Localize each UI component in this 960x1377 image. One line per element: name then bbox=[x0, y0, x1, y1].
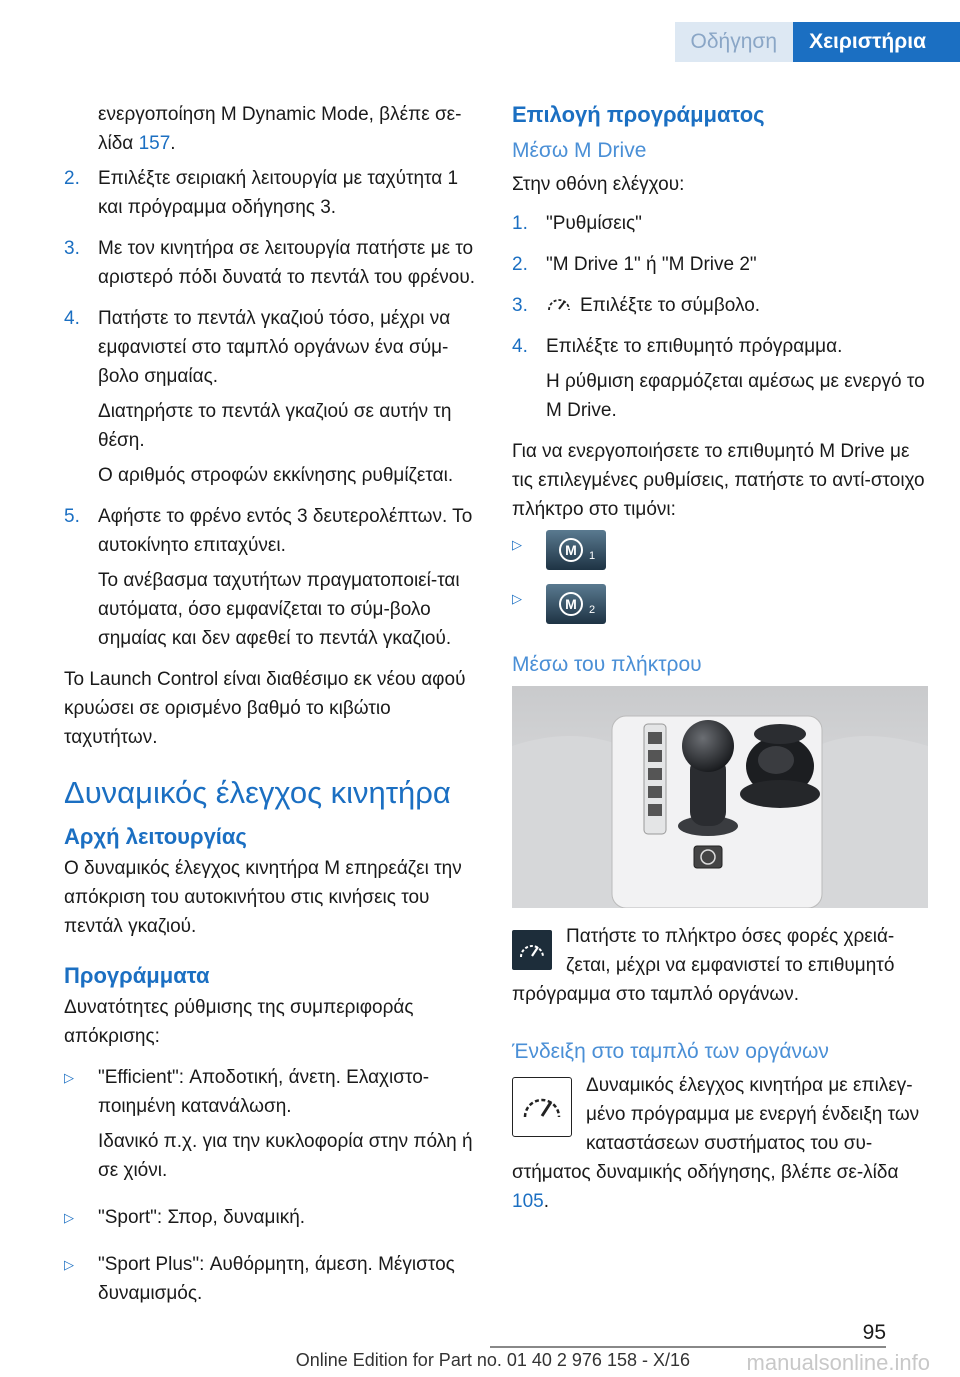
step-3: 3. Με τον κινητήρα σε λειτουργία πατήστε με το αριστερό πόδι δυνατά το πεντάλ του φρένου. bbox=[64, 238, 476, 288]
steering-button-2-row bbox=[512, 584, 932, 628]
dynamic-control-indicator-icon bbox=[512, 1077, 572, 1137]
bullet-triangle-icon: ▷ bbox=[64, 1070, 74, 1085]
screen-intro: Στην οθόνη ελέγχου: bbox=[512, 174, 685, 195]
programs-heading: Προγράμματα bbox=[64, 963, 210, 988]
step-5: 5. Αφήστε το φρένο εντός 3 δευτερολέπτων. Το αυτοκίνητο επιταχύνει. Το ανέβασμα ταχυτήτων πραγματοποιεί-ται αυτόματα, όσο εμφανίζεται το σύμ-βολο σημαίας και δεν αφεθεί το πεντάλ γκαζιού. bbox=[64, 506, 473, 649]
continued-paragraph: ενεργοποίηση M Dynamic Mode, βλέπε σε-λίδα 157. bbox=[98, 104, 462, 154]
tab-controls[interactable]: Χειριστήρια bbox=[793, 22, 960, 62]
activate-text: Για να ενεργοποιήσετε το επιθυμητό M Drive με τις επιλεγμένες ρυθμίσεις, πατήστε το αντί-στοιχο πλήκτρο στο τιμόνι: bbox=[512, 441, 925, 520]
step-2: 2. Επιλέξτε σειριακή λειτουργία με ταχύτητα 1 και πρόγραμμα οδήγησης 3. bbox=[64, 168, 459, 218]
via-mdrive-heading: Μέσω M Drive bbox=[512, 139, 647, 162]
steering-button-1-row bbox=[512, 530, 932, 574]
gauge-button-icon bbox=[512, 930, 552, 970]
program-sport-plus: ▷ "Sport Plus": Αυθόρμητη, άμεση. Μέγιστος δυναμισμός. bbox=[64, 1250, 478, 1314]
programs-intro: Δυνατότητες ρύθμισης της συμπεριφοράς απόκρισης: bbox=[64, 997, 414, 1047]
m-drive-1-button[interactable] bbox=[546, 530, 606, 570]
svg-text:1: 1 bbox=[589, 550, 596, 562]
section-title: Δυναμικός έλεγχος κινητήρα bbox=[64, 775, 451, 810]
page-number: 95 bbox=[862, 1321, 886, 1344]
left-column bbox=[64, 100, 478, 1320]
principle-heading: Αρχή λειτουργίας bbox=[64, 824, 247, 849]
edition-text: Online Edition for Part no. 01 40 2 976 158 - X/16 bbox=[295, 1350, 690, 1370]
right-column bbox=[512, 100, 932, 1222]
tab-driving[interactable]: Οδήγηση bbox=[675, 22, 794, 62]
svg-text:M: M bbox=[565, 596, 577, 612]
page-footer bbox=[0, 1318, 960, 1375]
bullet-triangle-icon: ▷ bbox=[512, 537, 522, 552]
page-link-105[interactable]: 105 bbox=[512, 1191, 544, 1212]
m-circle-icon bbox=[553, 589, 599, 619]
principle-text: Ο δυναμικός έλεγχος κινητήρα M επηρεάζει την απόκριση του αυτοκινήτου στις κινήσεις του πεντάλ γκαζιού. bbox=[64, 858, 462, 937]
bullet-triangle-icon: ▷ bbox=[64, 1257, 74, 1272]
m-circle-icon bbox=[553, 535, 599, 565]
display-block: Δυναμικός έλεγχος κινητήρα με επιλεγ-μένο πρόγραμμα με ενεργή ένδειξη των καταστάσεων συστήματος του συ-στήματος δυναμικής οδήγησης, βλέπε σε-λίδα 105. bbox=[512, 1075, 920, 1212]
svg-text:M: M bbox=[565, 542, 577, 558]
bullet-triangle-icon: ▷ bbox=[512, 591, 522, 606]
header-tabs bbox=[675, 22, 960, 62]
launch-control-text: Το Launch Control είναι διαθέσιμο εκ νέου αφού κρυώσει σε ορισμένο βαθμό το κιβώτιο ταχυτήτων. bbox=[64, 669, 466, 748]
watermark: manualsonline.info bbox=[746, 1350, 930, 1375]
mdrive-step-1: 1. "Ρυθμίσεις" bbox=[512, 213, 642, 234]
press-button-text: Πατήστε το πλήκτρο όσες φορές χρειά-ζεται, μέχρι να εμφανιστεί το επιθυμητό πρόγραμμα στο ταμπλό οργάνων. bbox=[512, 926, 895, 1005]
center-console-photo bbox=[512, 686, 928, 908]
via-button-heading: Μέσω του πλήκτρου bbox=[512, 653, 702, 676]
program-sport: ▷ "Sport": Σπορ, δυναμική. bbox=[64, 1203, 478, 1238]
m-drive-2-button[interactable] bbox=[546, 584, 606, 624]
bullet-triangle-icon: ▷ bbox=[64, 1210, 74, 1225]
page-link-157[interactable]: 157 bbox=[138, 133, 171, 154]
step-4: 4. Πατήστε το πεντάλ γκαζιού τόσο, μέχρι να εμφανιστεί στο ταμπλό οργάνων ένα σύμ-βολο σημαίας. Διατηρήστε το πεντάλ γκαζιού σε αυτήν τη θέση. Ο αριθμός στροφών εκκίνησης ρυθμίζεται. bbox=[64, 308, 454, 486]
mdrive-step-2: 2. "M Drive 1" ή "M Drive 2" bbox=[512, 254, 757, 275]
gauge-icon bbox=[546, 294, 572, 314]
mdrive-step-3: 3. Επιλέξτε το σύμβολο. bbox=[512, 295, 761, 316]
svg-text:2: 2 bbox=[589, 604, 596, 616]
press-button-block bbox=[512, 922, 932, 1015]
display-text: Δυναμικός έλεγχος κινητήρα με επιλεγ-μένο πρόγραμμα με ενεργή ένδειξη των καταστάσεων συστήματος του συ-στήματος δυναμικής οδήγησης, βλέπε σε-λίδα bbox=[512, 1075, 920, 1183]
select-program-heading: Επιλογή προγράμματος bbox=[512, 102, 765, 127]
display-heading: Ένδειξη στο ταμπλό των οργάνων bbox=[512, 1040, 829, 1063]
program-efficient: ▷ "Efficient": Αποδοτική, άνετη. Ελαχιστο-ποιημένη κατανάλωση. Ιδανικό π.χ. για την κυκλοφορία στην πόλη ή σε χιόνι. bbox=[64, 1063, 478, 1191]
mdrive-step-4: 4. Επιλέξτε το επιθυμητό πρόγραμμα. Η ρύθμιση εφαρμόζεται αμέσως με ενεργό το M Drive. bbox=[512, 336, 925, 421]
